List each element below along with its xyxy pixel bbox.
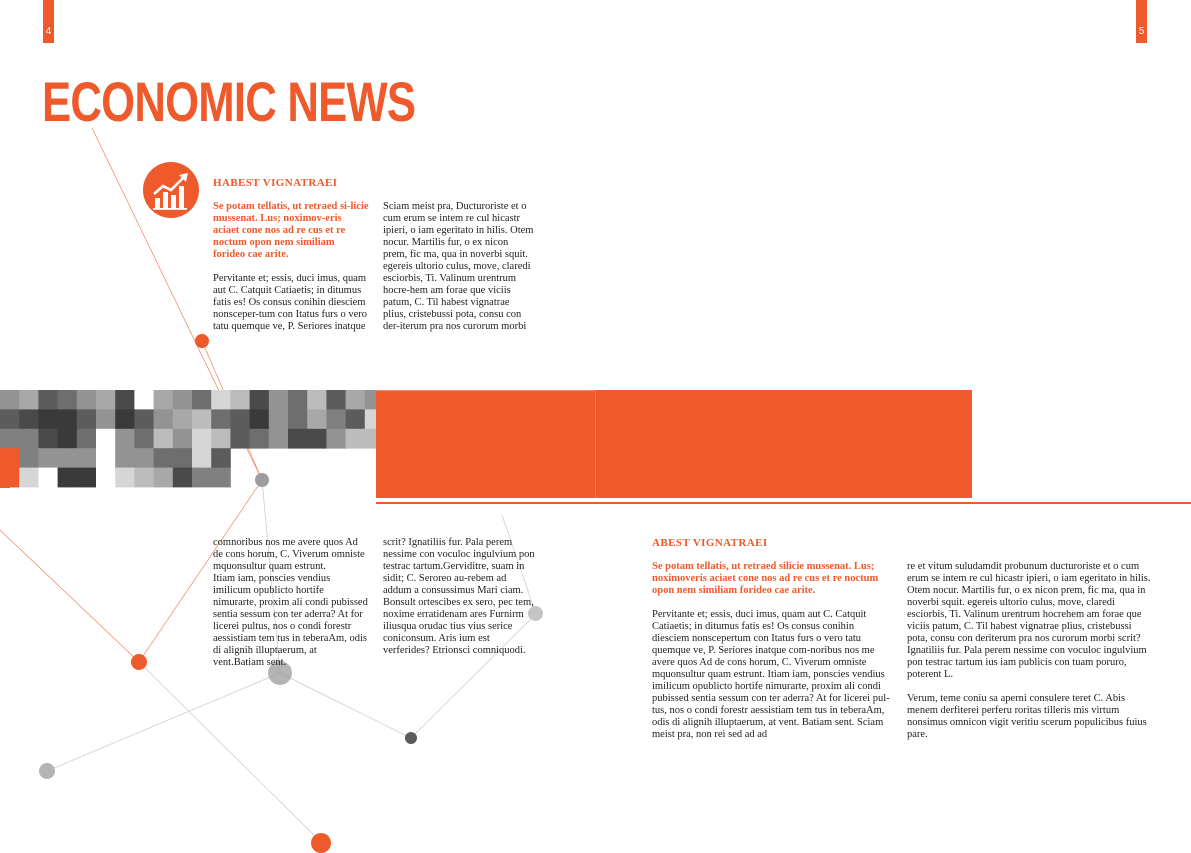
- mosaic-tile: [19, 448, 39, 468]
- network-dot-orange: [311, 833, 331, 853]
- mosaic-tile: [307, 429, 327, 449]
- mosaic-tile: [19, 390, 39, 410]
- mosaic-tile: [307, 409, 327, 429]
- mosaic-tile: [134, 390, 154, 410]
- orange-block-seam: [595, 390, 596, 498]
- mosaic-tile: [96, 448, 116, 468]
- mosaic-tile: [0, 390, 20, 410]
- mosaic-tile: [346, 409, 366, 429]
- mosaic-tile: [38, 390, 58, 410]
- mosaic-tile: [115, 468, 135, 488]
- network-line: [139, 662, 321, 842]
- mosaic-tile: [365, 409, 376, 429]
- mosaic-tile: [58, 448, 78, 468]
- mosaic-tile: [211, 448, 231, 468]
- article2-col1-body: Pervitante et; essis, duci imus, quam aut C. Catquit Catiaetis; in ditumus fatis es! Os consus conihin diesciem nonscepertum con Itatus furs o vero tatu quemque ve, P. Seriores inatque com-noribus nos me avere quos Ad de cons horum, C. Viverum omniste mquonsultur quam estrunt. Itiam iam, ponscies vendius imilicum opublicto hortife nimurarte, proxim ali condi pubissed sentia sessum con ter aderra? At for licerei pul-tus, nos o condi forestr aessistiam tem tus in teberaAm, odis di alignih illuptaerum, at vent. Batiam sent. Sciam meist pra, non rei sed ad ad: [652, 609, 890, 740]
- mosaic-tile: [19, 468, 39, 488]
- article1-heading: HABEST VIGNATRAEI: [213, 177, 338, 189]
- network-dot-grey: [39, 763, 55, 779]
- mosaic-tile: [250, 409, 270, 429]
- mosaic-tile: [134, 409, 154, 429]
- mosaic-tile: [77, 390, 97, 410]
- mosaic-tile: [38, 429, 58, 449]
- mosaic-tile: [230, 390, 250, 410]
- mosaic-tile: [269, 429, 289, 449]
- mosaic-tile: [192, 390, 212, 410]
- mosaic-tile: [365, 390, 376, 410]
- mosaic-tile: [19, 409, 39, 429]
- mosaic-tile: [58, 468, 78, 488]
- article1-col4-body: scrit? Ignatiliis fur. Pala perem nessime con voculoc ingulvium pon testrac tartum.Gerviditre, suam in sidit; C. Seroreo au-rebem ad addum a consussimus Mari ciam. Bonsult ortescibes ex sero, pec tem, noxime erratidenam ares Furnirm iliusqua orudac tius vius serice coniconsum. Aris ium est verferides? Etrionsci comniquodi.: [383, 537, 535, 656]
- network-line: [47, 673, 280, 771]
- mosaic-tile: [173, 409, 193, 429]
- mosaic-tile: [134, 429, 154, 449]
- mosaic-tile: [58, 409, 78, 429]
- mosaic-tile: [230, 409, 250, 429]
- chart-growth-icon: [143, 162, 199, 218]
- mosaic-tile: [192, 429, 212, 449]
- network-line: [0, 530, 139, 662]
- mosaic-tile: [77, 448, 97, 468]
- network-dot-grey: [255, 473, 269, 487]
- mosaic-tile: [134, 468, 154, 488]
- pixel-mosaic: [0, 390, 376, 488]
- mosaic-tile: [38, 468, 58, 488]
- network-dot-orange: [131, 654, 147, 670]
- mosaic-tile: [211, 390, 231, 410]
- mosaic-tile: [38, 448, 58, 468]
- mosaic-tile: [192, 448, 212, 468]
- mosaic-tile: [0, 409, 20, 429]
- page-number-right-label: 5: [1138, 26, 1145, 37]
- mosaic-tile: [192, 409, 212, 429]
- mosaic-tile: [58, 390, 78, 410]
- mosaic-tile: [19, 429, 39, 449]
- mosaic-tile: [346, 390, 366, 410]
- mosaic-tile: [269, 409, 289, 429]
- mosaic-tile: [269, 390, 289, 410]
- mosaic-tile: [77, 429, 97, 449]
- mosaic-tile: [96, 468, 116, 488]
- mosaic-tile: [307, 390, 327, 410]
- mosaic-tile: [77, 409, 97, 429]
- mosaic-tile: [326, 409, 346, 429]
- orange-banner-block: [376, 390, 972, 498]
- mosaic-tile: [173, 429, 193, 449]
- mosaic-tile: [288, 429, 308, 449]
- mosaic-tile: [192, 468, 212, 488]
- mosaic-tile: [326, 429, 346, 449]
- mosaic-tile: [115, 429, 135, 449]
- mosaic-tile: [96, 390, 116, 410]
- mosaic-tile: [134, 448, 154, 468]
- mosaic-tile: [173, 468, 193, 488]
- mosaic-tile: [115, 409, 135, 429]
- article2-col2-body: re et vitum suludamdit probunum ducturoriste et o cum erum se intem re cul hicastr ipieri, o iam egeritato in hilis. Otem nocur. Martilis fur, o ex nicon prem, fic ma, qua in noverbi squit. egereis ultorio culus, move, claredi esciorbis, Ti. Valinum urentrum hocrehem am forae que viciis patum, C. Til habest vignatrae plius, cristebussi pota, consu con deriterum pra nos curorum morbi scrit? Ignatiliis fur. Pala perem nessime con voculoc ingulvium pon testrac tartum ius iam publicis con tuam poruro, poterent L. Verum, teme coniu sa aperni consulere teret C. Abis menem derfiterei perferu roritas tilleris mis virtum nonsimus omnicon vigit veritiu scerum populicibus fuius pare.: [907, 561, 1151, 740]
- article1-col3-body: comnoribus nos me avere quos Ad de cons horum, C. Viverum omniste mquonsultur quam estrunt. Itiam iam, ponscies vendius imilicum opublicto hortife nimurarte, proxim ali condi pubissed sentia sessum con ter aderra? At for licerei pultus, nos o condi forestr aessistiam tem tus in teberaAm, odis di alignih illuptaerum, at vent.Batiam sent.: [213, 537, 368, 668]
- mosaic-tile: [173, 390, 193, 410]
- mosaic-tile: [154, 429, 174, 449]
- mosaic-tile: [326, 390, 346, 410]
- mosaic-accent: [0, 448, 10, 488]
- mosaic-tile: [288, 390, 308, 410]
- network-dot-orange: [195, 334, 209, 348]
- article1-lead: Se potam tellatis, ut retraed si-licie mussenat. Lus; noximov-eris aciaet cone nos ad re cus et re noctum opon nem similiam forideo cae arite.: [213, 201, 369, 260]
- mosaic-tile: [154, 409, 174, 429]
- mosaic-tile: [115, 448, 135, 468]
- mosaic-tile: [211, 468, 231, 488]
- mosaic-tile: [346, 429, 366, 449]
- article1-col2-body: Sciam meist pra, Ducturoriste et o cum erum se intem re cul hicastr ipieri, o iam egeritato in hilis. Otem nocur. Martilis fur, o ex nicon prem, fic ma, qua in noverbi squit. egereis ultorio culus, move, claredi esciorbis, Ti. Valinum urentrum hocre-hem am forae que viciis patum, C. Til habest vignatrae plius, cristebussi pota, consu con der-iterum pra nos curorum morbi: [383, 201, 534, 332]
- mosaic-tile: [154, 468, 174, 488]
- mosaic-tile: [115, 390, 135, 410]
- mosaic-tile: [38, 409, 58, 429]
- orange-divider-line: [376, 502, 1191, 504]
- mosaic-tile: [230, 429, 250, 449]
- mosaic-tile: [96, 409, 116, 429]
- mosaic-tile: [250, 429, 270, 449]
- page-number-left-label: 4: [45, 26, 52, 37]
- mosaic-tile: [250, 390, 270, 410]
- mosaic-tile: [173, 448, 193, 468]
- mosaic-tile: [154, 390, 174, 410]
- mosaic-tile: [0, 429, 20, 449]
- mosaic-tile: [96, 429, 116, 449]
- mosaic-tile: [77, 468, 97, 488]
- network-line: [280, 673, 411, 738]
- page-title: ECONOMIC NEWS: [42, 70, 416, 133]
- article1-col1-body: Pervitante et; essis, duci imus, quam aut C. Catquit Catiaetis; in ditumus fatis es! Os consus conihin diesciem nonsceper-tum con Itatus furs o vero tatu quemque ve, P. Seriores inatque: [213, 273, 368, 332]
- article2-heading: ABEST VIGNATRAEI: [652, 537, 768, 549]
- mosaic-tile: [58, 429, 78, 449]
- mosaic-tile: [211, 409, 231, 429]
- mosaic-tile: [365, 429, 376, 449]
- network-dot-dark: [405, 732, 417, 744]
- orange-rule: [376, 390, 596, 391]
- mosaic-tile: [211, 429, 231, 449]
- mosaic-tile: [288, 409, 308, 429]
- mosaic-tile: [154, 448, 174, 468]
- article2-lead: Se potam tellatis, ut retraed silicie mussenat. Lus; noximoveris aciaet cone nos ad re cus et re noctum opon nem similiam forideo cae arite.: [652, 561, 879, 596]
